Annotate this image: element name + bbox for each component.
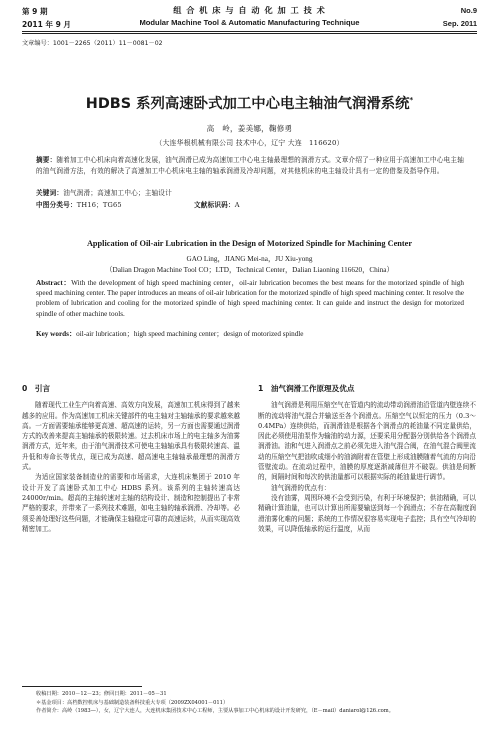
header-rule-thin [22,33,477,34]
column-right [258,384,476,534]
journal-title-en: Modular Machine Tool & Automatic Manufacturing Technique [139,18,360,27]
footnote-received: 收稿日期：2010－12－23；修回日期：2011－05－31 [36,691,167,697]
paper-title [0,92,499,113]
footnote-fund: ＊基金项目：高档数控机床与基础制造装备科技重大专项（2009ZX04001－011） [36,699,229,706]
clc-text: TH16；TG65 [76,201,122,209]
intro-paragraph-1: 随着现代工业生产向着高速、高效方向发展，高速加工机床得到了越来越多的应用。作为高速加工机床关键部件的电主轴对主轴轴承的要求越来越高。一方面需要轴承能够更高速、超高速的运转，另一方面也需要通过润滑方式的改善来提高主轴轴承的极限转速。过去机床市场上的电主轴多为油雾润滑方式，近年来，由于油气润滑技术可使电主轴轴承具有极限转速高、温升低和寿命长等优点，现已成为高速、超高速电主轴轴承最理想的润滑方式。 [22,401,240,472]
keywords-cn [36,188,172,198]
issue-no-en: No.9 [460,6,477,15]
doc-code-text: A [234,201,240,209]
journal-title-cn: 组 合 机 床 与 自 动 化 加 工 技 术 [173,5,326,15]
article-id: 文章编号：1001－2265（2011）11－0081－02 [22,40,163,47]
column-left [22,384,240,534]
section-1-heading: 1 油气润滑工作原理及优点 [258,384,355,393]
keywords-en-text: oil-air lubrication；high speed machining center；design of motorized spindle [76,330,304,338]
footnotes [36,690,476,716]
affiliation-en: （Dalian Dragon Machine Tool CO；LTD，Technical Center，Dalian Liaoning 116620，China） [105,266,394,274]
affiliation-cn: （大连华根机械有限公司 技术中心，辽宁 大连 116620） [155,139,344,147]
doc-code-label: 文献标识码： [194,201,235,209]
section-1-paragraph-3: 没有油雾，周围环境不会受到污染，有利于环境保护；供油精确，可以精确计算油量，也可以计算出所需要输送到每一个润滑点；不存在高黏度润滑油雾化难的问题；系统的工作情况很容易实现电子监控；具有空气冷却的效果，可以降低轴承的运行温度，从而 [258,493,476,533]
keywords-en [36,329,464,339]
issue-date: 2011 年 9 月 [22,20,71,29]
intro-paragraph-2: 为适应国家装备制造业的需要和市场需求，大连机床集团于 2010 年设计开发了高速卧式加工中心 HDBS 系列。该系列的主轴转速高达 24000r/min。超高的主轴转速对主轴的结构设计、制造和控制提出了非常严格的要求，并带来了一系列技术难题，如电主轴的轴承润滑、冷却等。必须妥善处理好这些问题，才能确保主轴稳定可靠的高速运转，从而实现高效精密加工。 [22,473,240,533]
authors-en: GAO Ling，JIANG Mei-na，JU Xiu-yong [186,255,313,263]
section-1-paragraph-1: 油气润滑是利用压缩空气在管道内的流动带动润滑油沿管道内壁连续不断的流动将油气混合并输送至各个润滑点。压缩空气以恒定的压力（0.3～0.4MPa）连续供给，而润滑油是根据各个润滑点的耗油量不同定量供给，因此必须使用油泵作为输油的动力源，还要采用分配器分别供给各个润滑点润滑油。油和气进入润滑点之前必须先进入油气混合阀，在油气混合阀里流动的压缩空气把油吹成细小的油滴附着在管壁上形成油膜随着气流的方向沿管壁流动。在流动过程中，油膜的厚度逐渐减薄但并不破裂。供油是间断的，间隔时间和每次的供油量都可以根据实际的耗油量进行调节。 [258,401,476,482]
abstract-cn [36,155,464,177]
abstract-en-label: Abstract： [36,279,72,287]
keywords-en-label: Key words： [36,330,77,338]
keywords-cn-text: 油气润滑；高速加工中心；主轴设计 [63,189,172,197]
abstract-cn-label: 摘要： [36,156,57,164]
title-footnote-mark: * [409,96,414,105]
abstract-en [36,278,464,319]
section-intro-heading: 0 引言 [22,384,51,393]
footnote-author: 作者简介：高岭（1983—），女，辽宁大连人，大连机床集团技术中心工程师，主要从事加工中心机床的设计开发研究，（E－mail）daniarol@126.com。 [36,708,394,715]
clc-number [36,200,122,210]
section-1-paragraph-2: 油气润滑的优点有： [271,483,331,492]
authors-cn: 高 岭，姜美娜，鞠修勇 [206,124,293,133]
header-rule [22,31,477,32]
issue-number: 第 9 期 [22,7,48,16]
paper-title-en: Application of Oil-air Lubrication in the Design of Motorized Spindle for Machining Center [86,239,413,248]
abstract-en-text: With the development of high speed machining center，oil-air lubrication becomes the best means for the motorized spindle of high speed machining center. The paper introduces an means of oil-air lubrication for the motorized spindle of high speed machining center. It resolve the problem of lubrication and cooling for the motorized spindle of high speed machining center. It can guide and instruct the design for motorized spindle of other machine tools. [36,279,465,318]
document-code [194,200,240,210]
issue-date-en: Sep. 2011 [442,19,477,28]
footnote-rule [22,686,142,687]
paper-title-text: HDBS 系列高速卧式加工中心电主轴油气润滑系统 [85,96,410,112]
abstract-cn-text: 随着加工中心机床向着高速化发展，油气润滑已成为高速加工中心电主轴最理想的润滑方式。文章介绍了一种应用于高速加工中心电主轴的油气润滑方法，有效的解决了高速加工中心机床电主轴的轴承润滑及冷却问题，对其他机床的电主轴设计具有一定的借鉴及指导作用。 [36,156,465,175]
keywords-cn-label: 关键词： [36,189,64,197]
clc-label: 中图分类号： [36,201,77,209]
